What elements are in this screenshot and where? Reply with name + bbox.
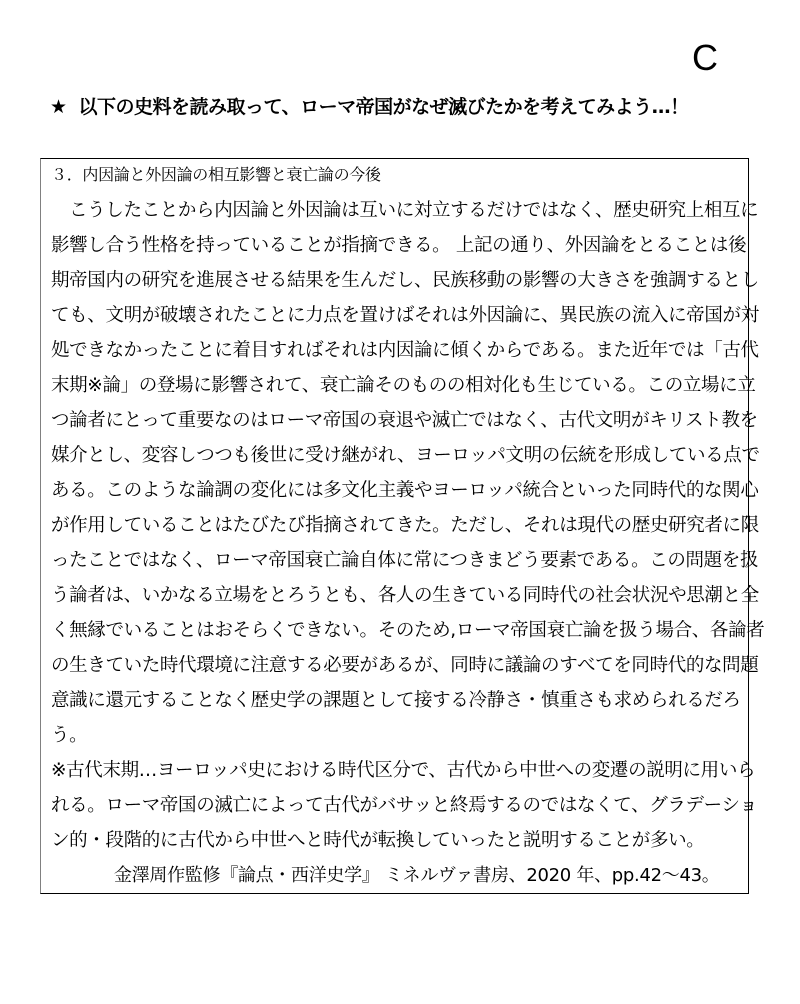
footnote-line: ン的・段階的に古代から中世へと時代が転換していったと説明することが多い。: [51, 830, 705, 851]
text-line: う。: [51, 725, 88, 746]
citation: 金澤周作監修『論点・西洋史学』 ミネルヴァ書房、2020 年、pp.42～43。: [114, 865, 720, 886]
text-line: 媒介とし、変容しつつも後世に受け継がれ、ヨーロッパ文明の伝統を形成している点で: [51, 445, 760, 466]
text-line: が作用していることはたびたび指摘されてきた。ただし、それは現代の歴史研究者に限: [51, 515, 759, 536]
text-line: 処できなかったことに着目すればそれは内因論に傾くからである。また近年では「古代: [51, 340, 759, 361]
text-line: つ論者にとって重要なのはローマ帝国の衰退や滅亡ではなく、古代文明がキリスト教を: [51, 410, 758, 431]
text-line: 意識に還元することなく歴史学の課題として接する冷静さ・慎重さも求められるだろ: [51, 690, 741, 711]
text-line: う論者は、いかなる立場をとろうとも、各人の生きている同時代の社会状況や思潮と全: [51, 585, 759, 606]
text-line: ったことではなく、ローマ帝国衰亡論自体に常につきまどう要素である。この問題を扱: [51, 550, 759, 571]
text-line: こうしたことから内因論と外因論は互いに対立するだけではなく、歴史研究上相互に: [69, 200, 759, 221]
text-line: の生きていた時代環境に注意する必要があるが、同時に議論のすべてを同時代的な問題: [51, 655, 759, 676]
text-line: 影響し合う性格を持っていることが指摘できる。 上記の通り、外因論をとることは後: [51, 235, 747, 256]
instruction-heading: [50, 94, 689, 120]
text-line: 末期※論」の登場に影響されて、衰亡論そのものの相対化も生じている。この立場に立: [51, 375, 756, 396]
text-line: く無縁でいることはおそらくできない。そのため,ローマ帝国衰亡論を扱う場合、各論者: [51, 620, 765, 641]
star-icon: ★: [50, 96, 67, 118]
footnote-line: れる。ローマ帝国の滅亡によって古代がバサッと終焉するのではなくて、グラデーショ: [51, 795, 758, 816]
text-line: ある。このような論調の変化には多文化主義やヨーロッパ統合といった同時代的な関心: [51, 480, 759, 501]
footnote-line: ※古代末期…ヨーロッパ史における時代区分で、古代から中世への変遷の説明に用いら: [51, 760, 756, 781]
section-title: ３．内因論と外因論の相互影響と衰亡論の今後: [51, 165, 381, 184]
text-line: ても、文明が破壊されたことに力点を置けばそれは外因論に、異民族の流入に帝国が対: [51, 305, 759, 326]
worksheet-label: C: [692, 37, 718, 78]
source-excerpt-box: [40, 158, 765, 894]
excerpt-body: [51, 193, 765, 858]
instruction-text: 以下の史料を読み取って、ローマ帝国がなぜ滅びたかを考えてみよう…！: [78, 96, 689, 118]
text-line: 期帝国内の研究を進展させる結果を生んだし、民族移動の影響の大きさを強調するとし: [51, 270, 759, 291]
